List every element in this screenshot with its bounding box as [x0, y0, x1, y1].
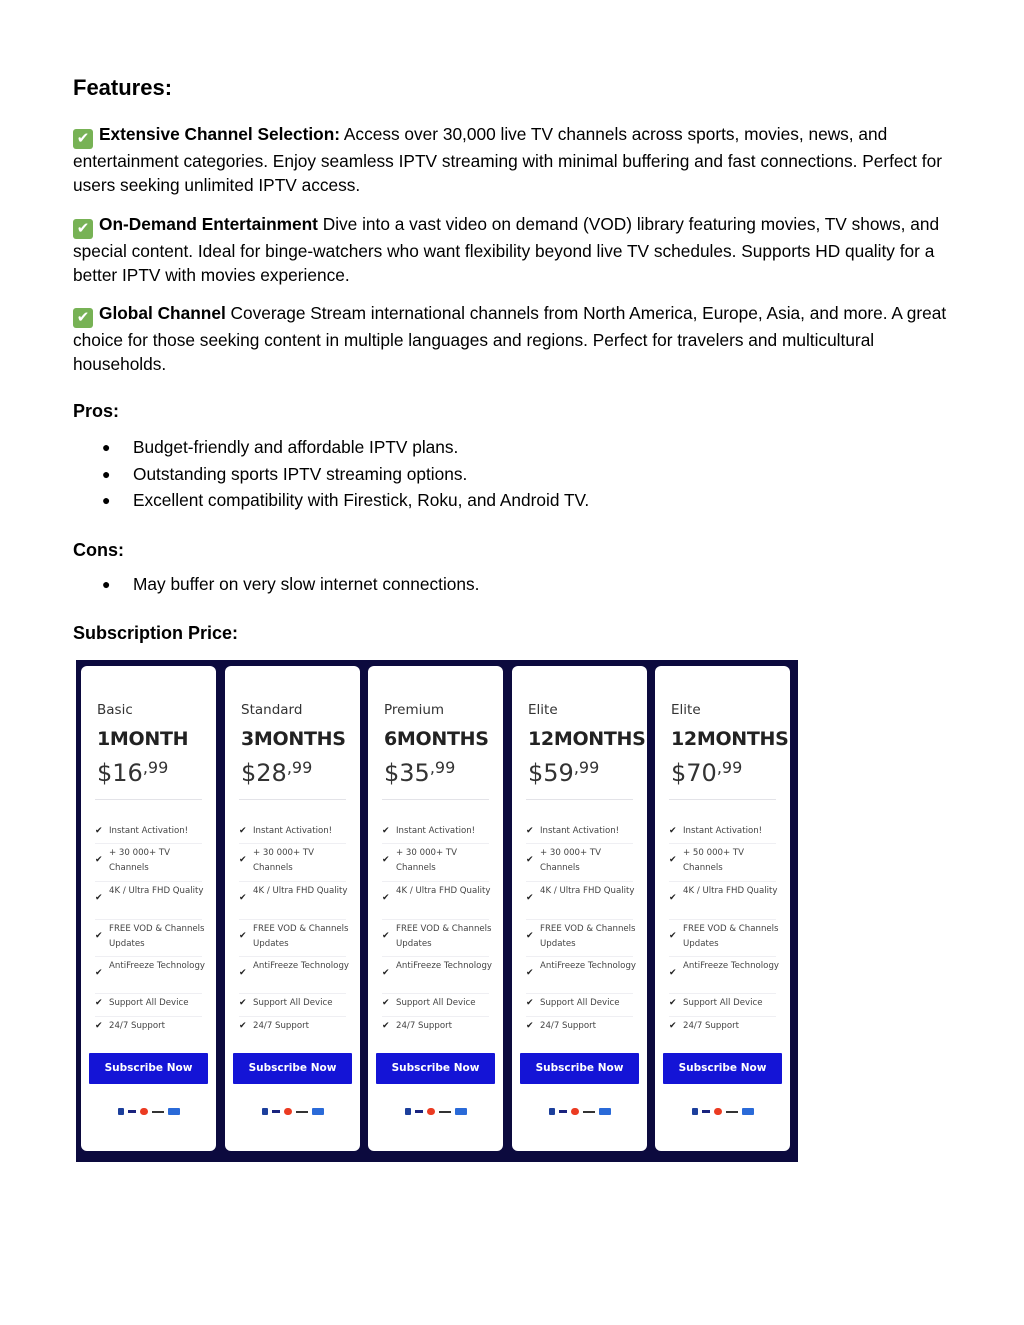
visa-icon — [272, 1110, 280, 1113]
tick-icon: ✔ — [382, 998, 390, 1008]
card-line-icon — [439, 1111, 451, 1113]
plan-feature-text: + 30 000+ TV Channels — [109, 848, 171, 873]
plan-feature-text: 24/7 Support — [109, 1021, 166, 1031]
feature-divider — [239, 1016, 346, 1017]
price-cents: ,99 — [142, 758, 169, 777]
feature-text: Dive into a vast video on demand (VOD) library featuring movies, TV shows, and special content. Ideal for binge-watchers who want flexibility beyond live TV schedules. Supports HD quality for a better IPTV with movies experience. — [73, 214, 940, 286]
plan-tier: Premium — [384, 702, 445, 718]
plan-period: 3MONTHS — [241, 728, 346, 750]
plan-feature-text: Instant Activation! — [683, 826, 763, 836]
tick-icon: ✔ — [239, 998, 247, 1008]
price-dollars: $35 — [384, 759, 430, 787]
plan-period: 12MONTHS — [528, 728, 646, 750]
visa-icon — [702, 1110, 710, 1113]
paypal-icon — [405, 1108, 411, 1115]
tick-icon: ✔ — [95, 855, 103, 865]
list-item: ● May buffer on very slow internet connections. — [73, 571, 479, 598]
amex-icon — [312, 1108, 324, 1115]
feature-paragraph — [73, 212, 953, 288]
feature-divider — [526, 919, 633, 920]
feature-divider — [95, 919, 202, 920]
subscribe-now-button[interactable]: Subscribe Now — [233, 1053, 352, 1084]
feature-divider — [239, 956, 346, 957]
tick-icon: ✔ — [95, 998, 103, 1008]
tick-icon: ✔ — [526, 998, 534, 1008]
feature-paragraph — [73, 122, 953, 198]
amex-icon — [742, 1108, 754, 1115]
pricing-table-image — [76, 660, 798, 1162]
plan-price — [97, 758, 168, 787]
feature-paragraph — [73, 301, 953, 377]
check-mark-icon: ✔ — [73, 308, 93, 328]
plan-feature-text: FREE VOD & Channels Updates — [109, 924, 205, 949]
pros-list — [73, 434, 589, 514]
feature-divider — [239, 881, 346, 882]
tick-icon: ✔ — [95, 968, 103, 978]
tick-icon: ✔ — [239, 826, 247, 836]
bullet-icon: ● — [102, 439, 111, 455]
feature-divider — [95, 993, 202, 994]
plan-feature-text: Instant Activation! — [396, 826, 476, 836]
feature-divider — [239, 993, 346, 994]
feature-title: Global Channel — [99, 303, 226, 323]
plan-price — [528, 758, 599, 787]
plan-feature-text: AntiFreeze Technology — [396, 961, 492, 971]
plan-feature-text: Instant Activation! — [540, 826, 620, 836]
divider — [239, 799, 346, 800]
subscribe-now-button[interactable]: Subscribe Now — [89, 1053, 208, 1084]
tick-icon: ✔ — [239, 1021, 247, 1031]
plan-feature-text: Support All Device — [540, 998, 620, 1008]
plan-feature-text: AntiFreeze Technology — [253, 961, 349, 971]
feature-text: Coverage Stream international channels from North America, Europe, Asia, and more. A great choice for those seeking content in multiple languages and regions. Perfect for travelers and multicultural households. — [73, 303, 947, 375]
plan-period: 12MONTHS — [671, 728, 789, 750]
feature-divider — [526, 956, 633, 957]
feature-divider — [669, 881, 776, 882]
plan-feature-text: 4K / Ultra FHD Quality — [253, 886, 348, 896]
feature-title: Extensive Channel Selection: — [99, 124, 341, 144]
plan-feature-text: 24/7 Support — [683, 1021, 740, 1031]
price-cents: ,99 — [716, 758, 743, 777]
tick-icon: ✔ — [526, 826, 534, 836]
amex-icon — [455, 1108, 467, 1115]
card-line-icon — [726, 1111, 738, 1113]
pros-heading: Pros: — [73, 401, 120, 421]
plan-feature-text: 24/7 Support — [540, 1021, 597, 1031]
plan-card — [81, 666, 216, 1151]
plan-feature-text: Support All Device — [396, 998, 476, 1008]
tick-icon: ✔ — [526, 931, 534, 941]
price-dollars: $28 — [241, 759, 287, 787]
tick-icon: ✔ — [669, 855, 677, 865]
subscribe-now-button[interactable]: Subscribe Now — [520, 1053, 639, 1084]
divider — [95, 799, 202, 800]
amex-icon — [168, 1108, 180, 1115]
plan-card — [655, 666, 790, 1151]
paypal-icon — [549, 1108, 555, 1115]
list-item: ● Outstanding sports IPTV streaming options. — [73, 461, 589, 488]
plan-period: 6MONTHS — [384, 728, 489, 750]
card-line-icon — [152, 1111, 164, 1113]
payment-methods-icons — [81, 1108, 216, 1118]
tick-icon: ✔ — [239, 855, 247, 865]
plan-feature-text: Support All Device — [683, 998, 763, 1008]
tick-icon: ✔ — [382, 855, 390, 865]
feature-divider — [669, 993, 776, 994]
plan-feature-text: 4K / Ultra FHD Quality — [109, 886, 204, 896]
tick-icon: ✔ — [669, 931, 677, 941]
feature-divider — [382, 1016, 489, 1017]
feature-divider — [239, 843, 346, 844]
subscribe-now-button[interactable]: Subscribe Now — [376, 1053, 495, 1084]
price-dollars: $59 — [528, 759, 574, 787]
payment-methods-icons — [655, 1108, 790, 1118]
tick-icon: ✔ — [95, 931, 103, 941]
subscription-price-heading: Subscription Price: — [73, 623, 239, 643]
amex-icon — [599, 1108, 611, 1115]
bullet-icon: ● — [102, 492, 111, 509]
divider — [526, 799, 633, 800]
mastercard-icon — [140, 1108, 148, 1115]
feature-divider — [526, 1016, 633, 1017]
plan-card — [512, 666, 647, 1151]
tick-icon: ✔ — [382, 893, 390, 903]
plan-price — [241, 758, 312, 787]
tick-icon: ✔ — [526, 893, 534, 903]
visa-icon — [128, 1110, 136, 1113]
feature-divider — [382, 881, 489, 882]
tick-icon: ✔ — [669, 893, 677, 903]
mastercard-icon — [714, 1108, 722, 1115]
plan-tier: Elite — [671, 702, 701, 718]
plan-tier: Standard — [241, 702, 303, 718]
tick-icon: ✔ — [669, 968, 677, 978]
tick-icon: ✔ — [95, 893, 103, 903]
plan-feature-text: Instant Activation! — [253, 826, 333, 836]
plan-price — [384, 758, 455, 787]
plan-feature-text: FREE VOD & Channels Updates — [540, 924, 636, 949]
feature-divider — [382, 956, 489, 957]
subscribe-now-button[interactable]: Subscribe Now — [663, 1053, 782, 1084]
plan-feature-text: + 50 000+ TV Channels — [683, 848, 745, 873]
feature-text: Access over 30,000 live TV channels across sports, movies, news, and entertainment categories. Enjoy seamless IPTV streaming with minimal buffering and fast connections. Perfect for users seeking unlimited IPTV access. — [73, 124, 942, 196]
tick-icon: ✔ — [526, 1021, 534, 1031]
paypal-icon — [262, 1108, 268, 1115]
feature-divider — [382, 919, 489, 920]
card-line-icon — [296, 1111, 308, 1113]
list-item: ● Excellent compatibility with Firestick, Roku, and Android TV. — [73, 487, 589, 514]
feature-divider — [95, 881, 202, 882]
plan-feature-text: + 30 000+ TV Channels — [540, 848, 602, 873]
price-dollars: $70 — [671, 759, 717, 787]
plan-feature-text: 24/7 Support — [253, 1021, 310, 1031]
plan-feature-text: AntiFreeze Technology — [683, 961, 779, 971]
divider — [669, 799, 776, 800]
plan-feature-text: FREE VOD & Channels Updates — [396, 924, 492, 949]
plan-feature-text: Support All Device — [109, 998, 189, 1008]
check-mark-icon: ✔ — [73, 219, 93, 239]
feature-divider — [526, 843, 633, 844]
feature-divider — [382, 843, 489, 844]
tick-icon: ✔ — [669, 826, 677, 836]
tick-icon: ✔ — [95, 1021, 103, 1031]
tick-icon: ✔ — [669, 998, 677, 1008]
tick-icon: ✔ — [669, 1021, 677, 1031]
plan-feature-text: Instant Activation! — [109, 826, 189, 836]
features-heading: Features: — [73, 75, 173, 100]
cons-heading: Cons: — [73, 540, 124, 560]
check-mark-icon: ✔ — [73, 129, 93, 149]
plan-card — [225, 666, 360, 1151]
feature-divider — [239, 919, 346, 920]
mastercard-icon — [284, 1108, 292, 1115]
tick-icon: ✔ — [526, 855, 534, 865]
cons-list — [73, 571, 479, 598]
plan-feature-text: Support All Device — [253, 998, 333, 1008]
payment-methods-icons — [368, 1108, 503, 1118]
list-item: ● Budget-friendly and affordable IPTV plans. — [73, 434, 589, 461]
bullet-icon: ● — [102, 576, 111, 592]
price-cents: ,99 — [429, 758, 456, 777]
payment-methods-icons — [512, 1108, 647, 1118]
plan-feature-text: 4K / Ultra FHD Quality — [540, 886, 635, 896]
plan-price — [671, 758, 742, 787]
feature-divider — [95, 956, 202, 957]
feature-divider — [669, 843, 776, 844]
paypal-icon — [692, 1108, 698, 1115]
plan-feature-text: FREE VOD & Channels Updates — [683, 924, 779, 949]
feature-divider — [95, 1016, 202, 1017]
feature-title: On-Demand Entertainment — [99, 214, 318, 234]
mastercard-icon — [571, 1108, 579, 1115]
visa-icon — [415, 1110, 423, 1113]
plan-feature-text: AntiFreeze Technology — [540, 961, 636, 971]
plan-feature-text: FREE VOD & Channels Updates — [253, 924, 349, 949]
feature-divider — [526, 993, 633, 994]
plan-card — [368, 666, 503, 1151]
feature-divider — [669, 1016, 776, 1017]
tick-icon: ✔ — [382, 1021, 390, 1031]
tick-icon: ✔ — [382, 931, 390, 941]
feature-divider — [669, 919, 776, 920]
tick-icon: ✔ — [95, 826, 103, 836]
plan-feature-text: 4K / Ultra FHD Quality — [396, 886, 491, 896]
plan-feature-text: + 30 000+ TV Channels — [396, 848, 458, 873]
bullet-icon: ● — [102, 465, 111, 482]
price-dollars: $16 — [97, 759, 143, 787]
plan-feature-text: AntiFreeze Technology — [109, 961, 205, 971]
tick-icon: ✔ — [382, 826, 390, 836]
plan-feature-text: 24/7 Support — [396, 1021, 453, 1031]
plan-period: 1MONTH — [97, 728, 189, 750]
feature-divider — [669, 956, 776, 957]
mastercard-icon — [427, 1108, 435, 1115]
tick-icon: ✔ — [239, 931, 247, 941]
feature-divider — [526, 881, 633, 882]
price-cents: ,99 — [286, 758, 313, 777]
tick-icon: ✔ — [239, 968, 247, 978]
price-cents: ,99 — [573, 758, 600, 777]
tick-icon: ✔ — [526, 968, 534, 978]
feature-divider — [95, 843, 202, 844]
tick-icon: ✔ — [239, 893, 247, 903]
divider — [382, 799, 489, 800]
plan-tier: Elite — [528, 702, 558, 718]
visa-icon — [559, 1110, 567, 1113]
plan-feature-text: 4K / Ultra FHD Quality — [683, 886, 778, 896]
paypal-icon — [118, 1108, 124, 1115]
card-line-icon — [583, 1111, 595, 1113]
payment-methods-icons — [225, 1108, 360, 1118]
tick-icon: ✔ — [382, 968, 390, 978]
plan-tier: Basic — [97, 702, 133, 718]
plan-feature-text: + 30 000+ TV Channels — [253, 848, 315, 873]
feature-divider — [382, 993, 489, 994]
